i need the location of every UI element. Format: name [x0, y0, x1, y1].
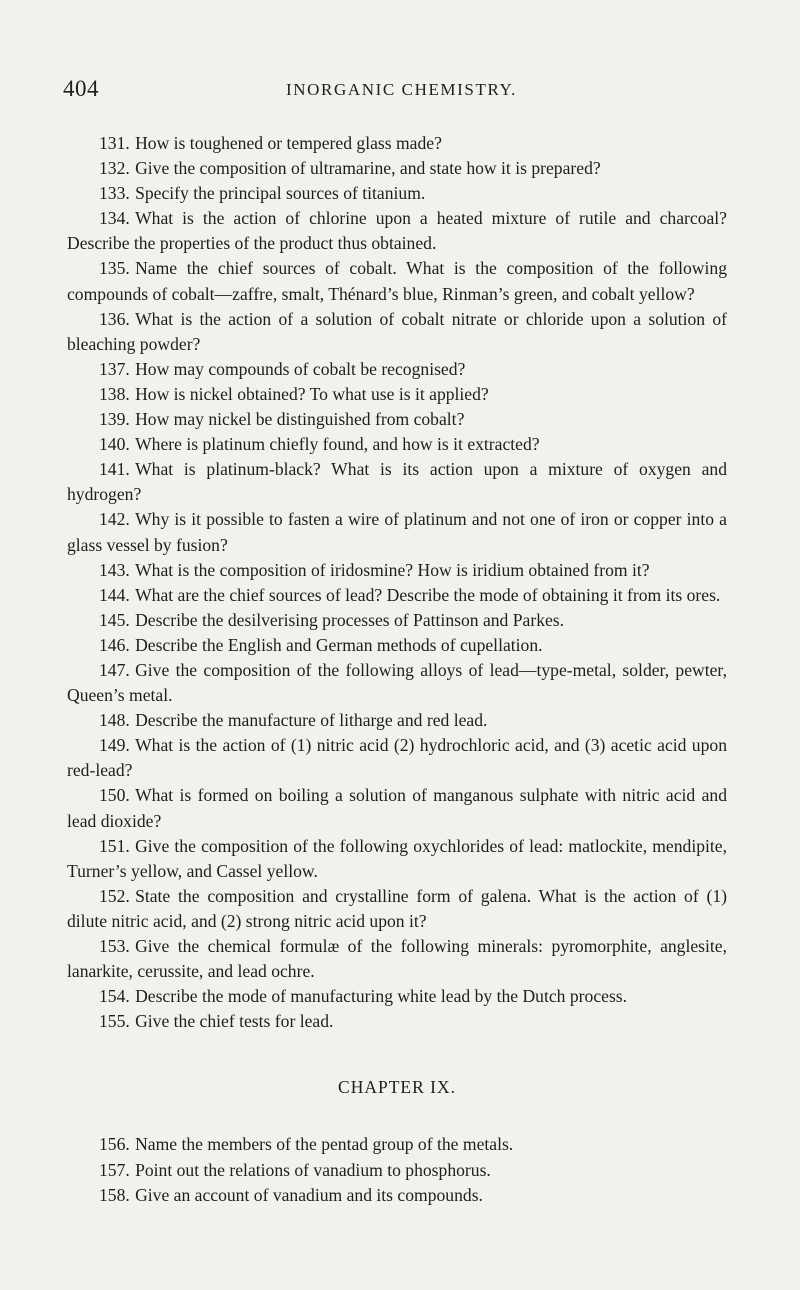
question-number: 155.	[99, 1011, 130, 1032]
running-head: INORGANIC CHEMISTRY.	[286, 80, 517, 99]
question-text: What is platinum-black? What is its action upon a mixture of oxygen and hydrogen?	[67, 459, 727, 505]
question-number: 156.	[99, 1134, 130, 1155]
question-number: 158.	[99, 1184, 130, 1205]
question-number: 148.	[99, 710, 130, 731]
question-number: 153.	[99, 936, 130, 956]
question-item	[67, 407, 727, 432]
question-number: 151.	[99, 835, 130, 856]
question-item	[67, 256, 727, 306]
question-item	[67, 558, 727, 583]
question-text: How is toughened or tempered glass made?	[135, 133, 442, 153]
question-number: 134.	[99, 208, 130, 229]
question-item	[67, 432, 727, 457]
question-number: 140.	[99, 434, 130, 455]
question-text: What are the chief sources of lead? Describe the mode of obtaining it from its ores.	[135, 584, 721, 605]
question-number: 137.	[99, 358, 130, 379]
question-number: 136.	[99, 308, 130, 329]
question-text: How is nickel obtained? To what use is it applied?	[135, 383, 489, 404]
question-item	[67, 357, 727, 382]
chapter-heading: CHAPTER IX.	[338, 1077, 456, 1098]
question-item	[67, 307, 727, 357]
question-item	[67, 457, 727, 507]
question-item	[67, 1009, 727, 1034]
question-number: 132.	[99, 158, 130, 179]
question-item	[67, 733, 727, 783]
question-item	[67, 507, 727, 557]
question-text: What is the action of (1) nitric acid (2) hydrochloric acid, and (3) acetic acid upon red-lead?	[67, 735, 727, 781]
question-number: 141.	[99, 459, 130, 480]
question-number: 150.	[99, 785, 130, 806]
question-item	[67, 1132, 727, 1157]
question-number: 133.	[99, 183, 130, 204]
question-text: Why is it possible to fasten a wire of platinum and not one of iron or copper into a glass vessel by fusion?	[67, 509, 727, 555]
question-item	[67, 834, 727, 884]
question-text: Give the composition of the following alloys of lead—type-metal, solder, pewter, Queen’s metal.	[67, 659, 727, 706]
question-number: 157.	[99, 1159, 130, 1180]
question-item	[67, 181, 727, 206]
question-number: 149.	[99, 735, 130, 756]
question-text: Describe the mode of manufacturing white lead by the Dutch process.	[135, 986, 628, 1007]
question-item	[67, 783, 727, 833]
question-text: State the composition and crystalline form of galena. What is the action of (1) dilute nitric acid, and (2) strong nitric acid upon it?	[67, 885, 727, 931]
question-text: Name the chief sources of cobalt. What is the composition of the following compounds of cobalt—zaffre, smalt, Thénard’s blue, Rinman’s green, and cobalt yellow?	[67, 258, 727, 304]
question-item	[67, 1183, 727, 1208]
question-item	[67, 708, 727, 733]
question-number: 135.	[99, 258, 130, 279]
question-item	[67, 583, 727, 608]
question-text: What is the action of chlorine upon a heated mixture of rutile and charcoal? Describe the properties of the product thus obtained.	[67, 208, 727, 254]
question-item	[67, 206, 727, 256]
question-item	[67, 1158, 727, 1183]
question-number: 145.	[99, 609, 130, 630]
question-text: What is the composition of iridosmine? How is iridium obtained from it?	[135, 559, 650, 580]
question-text: Give the composition of ultramarine, and state how it is prepared?	[135, 158, 601, 179]
question-item	[67, 131, 727, 156]
question-text: Describe the desilverising processes of Pattinson and Parkes.	[135, 609, 565, 630]
question-text: Specify the principal sources of titanium.	[135, 183, 426, 204]
page-number: 404	[63, 76, 99, 101]
question-number: 144.	[99, 584, 130, 605]
question-number: 142.	[99, 509, 130, 530]
question-item	[67, 884, 727, 934]
question-number: 147.	[99, 659, 130, 680]
question-number: 138.	[99, 383, 130, 404]
question-text: Describe the manufacture of litharge and red lead.	[135, 710, 488, 731]
question-text: Where is platinum chiefly found, and how is it extracted?	[135, 434, 540, 455]
question-number: 154.	[99, 986, 130, 1007]
question-text: Give the chemical formulæ of the following minerals: pyromorphite, anglesite, lanarkite, cerussite, and lead ochre.	[67, 936, 727, 982]
question-number: 143.	[99, 559, 130, 580]
question-number: 146.	[99, 634, 130, 655]
question-text: What is formed on boiling a solution of manganous sulphate with nitric acid and lead dioxide?	[67, 785, 727, 831]
question-number: 131.	[99, 133, 130, 153]
question-text: Point out the relations of vanadium to phosphorus.	[135, 1159, 491, 1180]
question-text: What is the action of a solution of cobalt nitrate or chloride upon a solution of bleaching powder?	[67, 308, 727, 354]
question-list	[67, 131, 727, 1208]
question-text: How may compounds of cobalt be recognised?	[135, 358, 466, 379]
question-text: How may nickel be distinguished from cobalt?	[135, 409, 465, 430]
question-text: Give an account of vanadium and its compounds.	[135, 1184, 483, 1205]
question-item	[67, 984, 727, 1009]
question-text: Give the chief tests for lead.	[135, 1011, 334, 1032]
question-item	[67, 633, 727, 658]
question-item	[67, 156, 727, 181]
question-text: Name the members of the pentad group of the metals.	[135, 1134, 514, 1155]
page-header	[0, 76, 800, 106]
question-item	[67, 658, 727, 708]
question-number: 139.	[99, 409, 130, 430]
question-text: Describe the English and German methods of cupellation.	[135, 634, 543, 655]
question-number: 152.	[99, 885, 130, 906]
question-item	[67, 608, 727, 633]
question-item	[67, 382, 727, 407]
question-item	[67, 934, 727, 984]
question-text: Give the composition of the following oxychlorides of lead: matlockite, mendipite, Turner’s yellow, and Cassel yellow.	[67, 835, 727, 881]
